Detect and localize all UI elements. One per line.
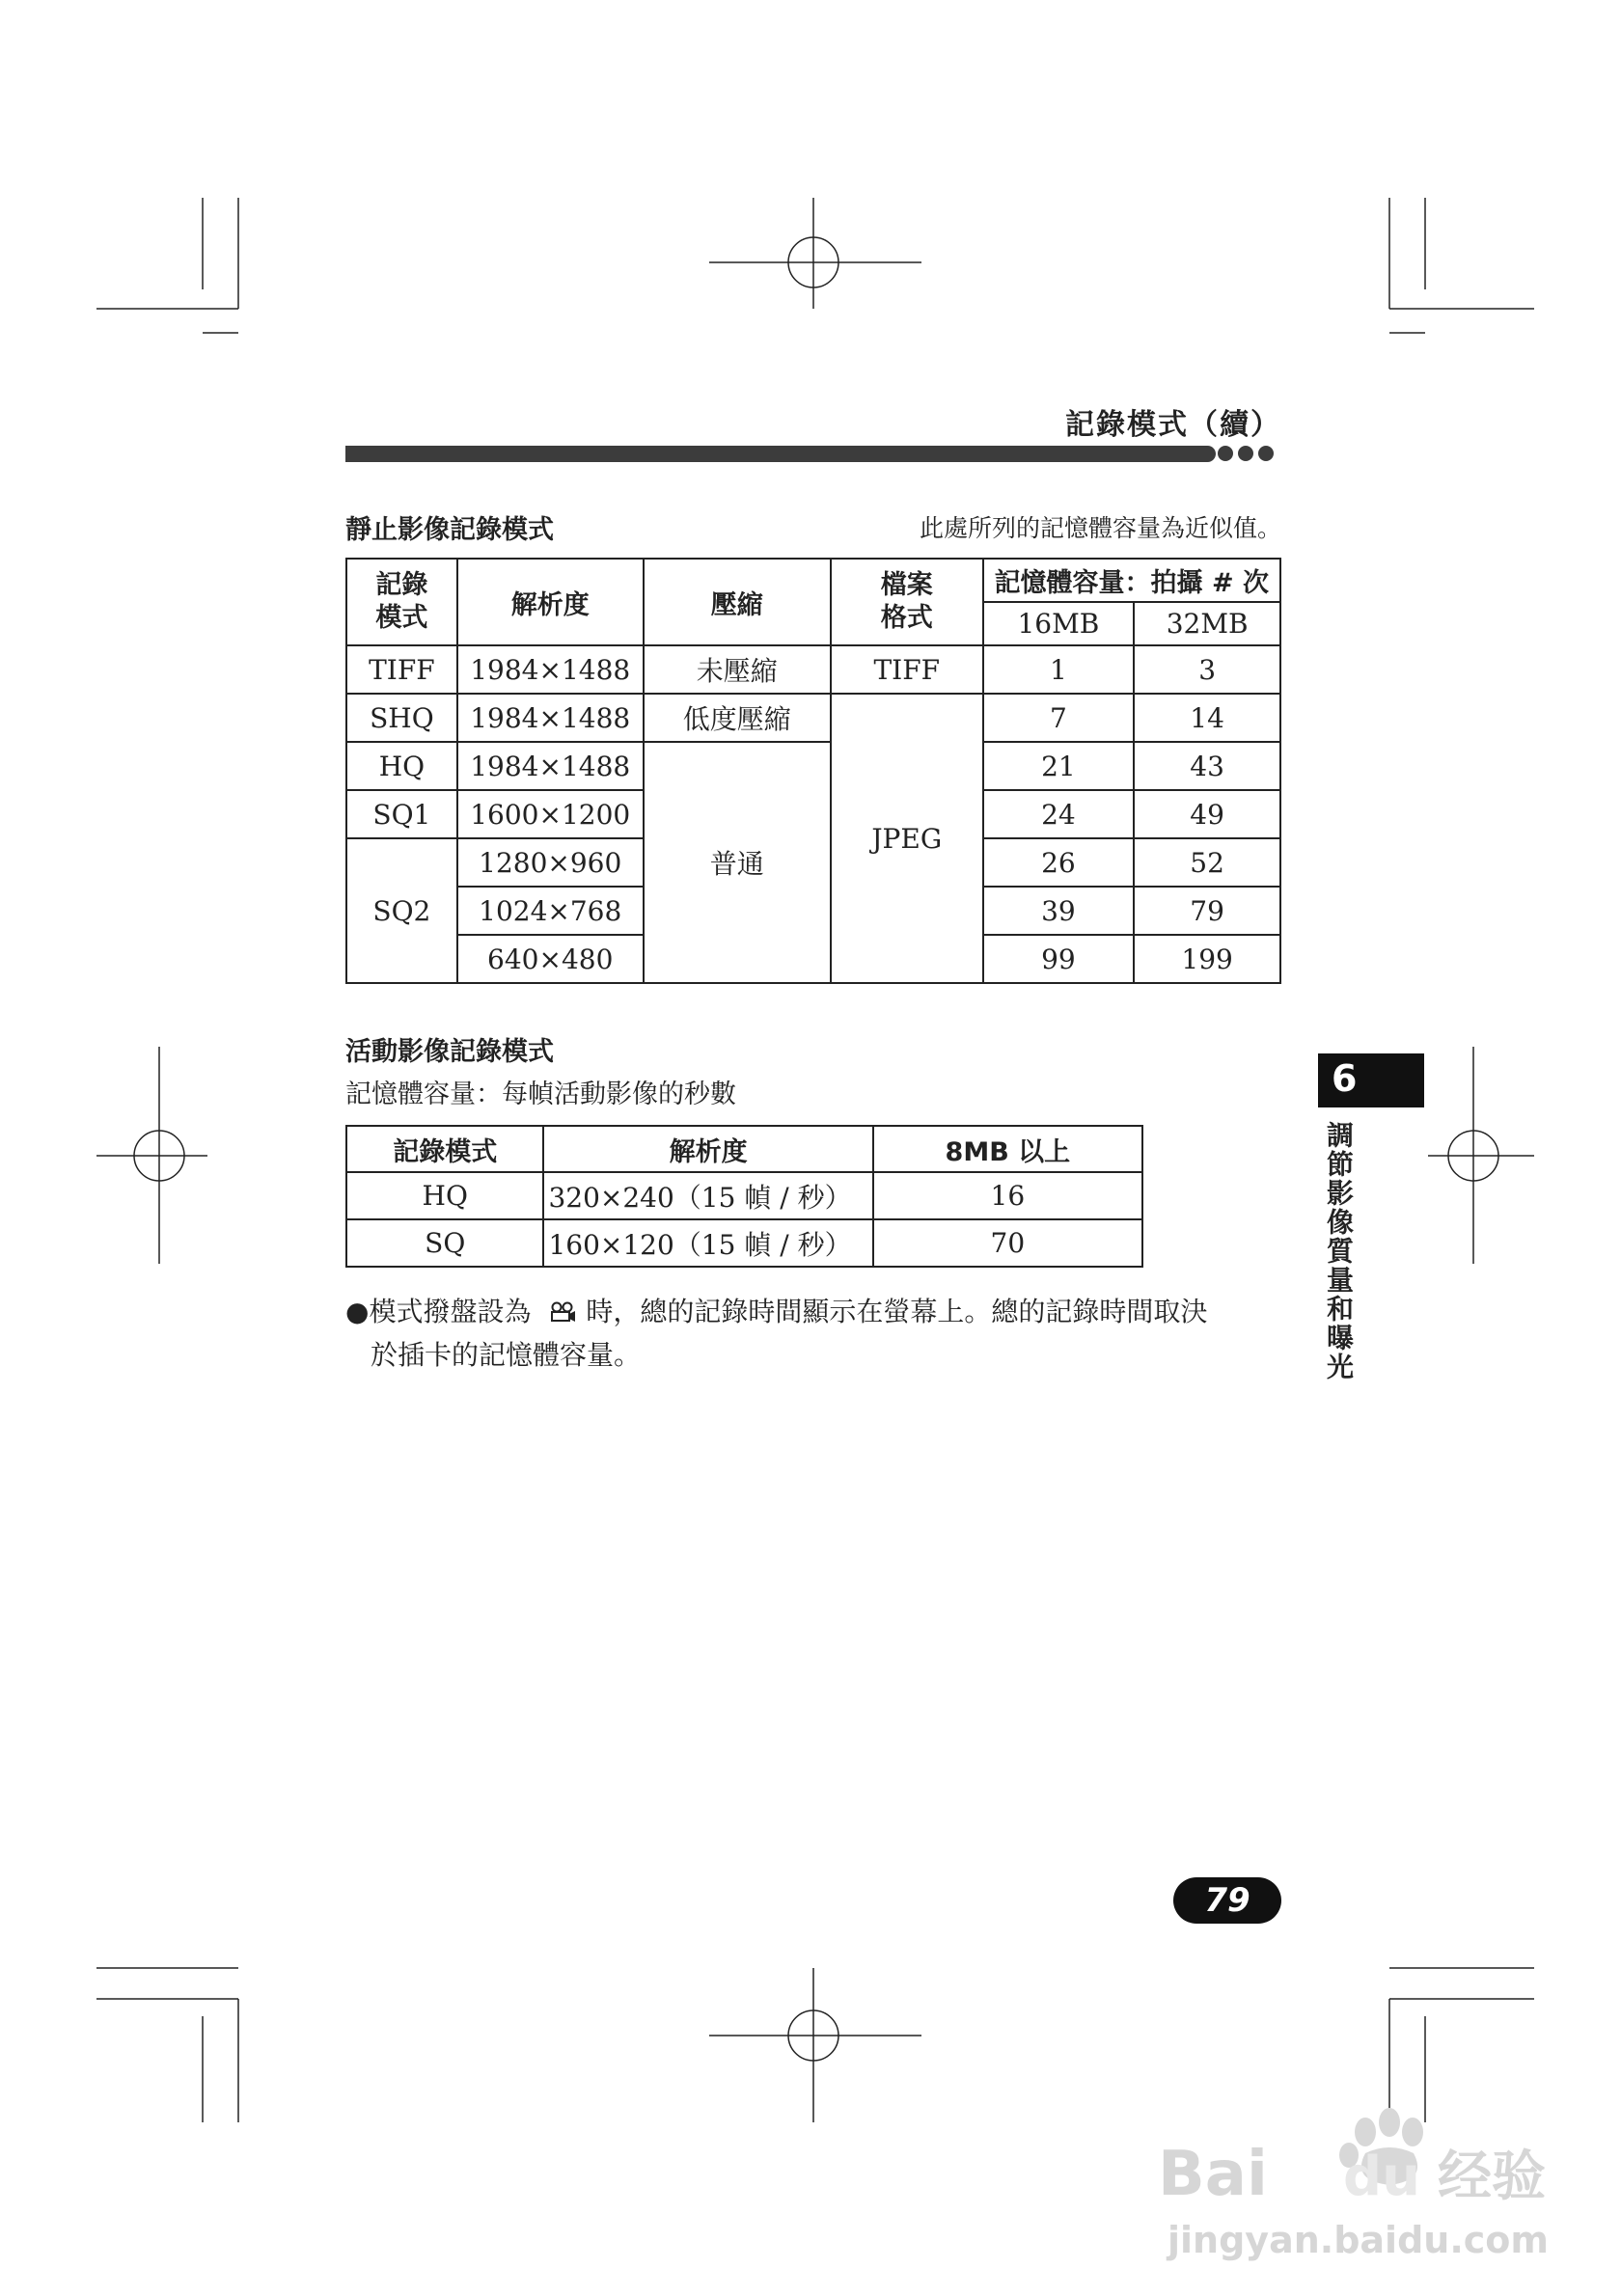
bullet-line2: 於插卡的記憶體容量。 — [371, 1339, 642, 1371]
capacity-cell: 16 — [873, 1172, 1142, 1219]
resolution-cell: 160×120（15 幀 / 秒） — [543, 1219, 872, 1267]
cap32-cell: 52 — [1134, 838, 1280, 887]
mode-cell: TIFF — [346, 645, 457, 694]
col-format: 檔案 格式 — [831, 559, 983, 645]
resolution-cell: 640×480 — [457, 935, 644, 983]
mode-cell: SQ — [346, 1219, 543, 1267]
col-16mb: 16MB — [983, 602, 1135, 645]
still-mode-table — [345, 558, 1281, 984]
col-compression: 壓縮 — [644, 559, 831, 645]
title-dot — [1218, 446, 1233, 461]
page-number: 79 — [1204, 1881, 1250, 1920]
mode-cell: SQ2 — [346, 838, 457, 983]
still-heading: 靜止影像記錄模式 — [345, 515, 554, 545]
cap32-cell: 49 — [1134, 790, 1280, 838]
cap16-cell: 24 — [983, 790, 1135, 838]
resolution-cell: 1984×1488 — [457, 645, 644, 694]
baidu-watermark — [1158, 2074, 1582, 2267]
table-row — [346, 1172, 1142, 1219]
compression-cell-normal: 普通 — [644, 742, 831, 983]
col-32mb: 32MB — [1134, 602, 1280, 645]
cap16-cell: 39 — [983, 887, 1135, 935]
cap16-cell: 99 — [983, 935, 1135, 983]
resolution-cell: 1600×1200 — [457, 790, 644, 838]
mode-cell: SQ1 — [346, 790, 457, 838]
approx-note: 此處所列的記憶體容量為近似值。 — [919, 514, 1281, 542]
bullet-icon: ● — [345, 1296, 370, 1327]
chapter-number: 6 — [1332, 1057, 1358, 1100]
resolution-cell: 1280×960 — [457, 838, 644, 887]
format-cell-jpeg: JPEG — [831, 694, 983, 983]
bullet-note — [345, 1291, 1207, 1329]
title-dot — [1258, 446, 1274, 461]
col-mode: 記錄模式 — [346, 1126, 543, 1172]
bullet-prefix: 模式撥盤設為 — [369, 1296, 532, 1327]
table-row — [346, 1219, 1142, 1267]
mode-cell: HQ — [346, 742, 457, 790]
cap32-cell: 3 — [1134, 645, 1280, 694]
movie-heading: 活動影像記錄模式 — [345, 1037, 554, 1067]
cap16-cell: 1 — [983, 645, 1135, 694]
page-title: 記錄模式（續） — [1065, 408, 1281, 442]
chapter-title: 調節影像質量和曝光 — [1323, 1121, 1355, 1381]
resolution-cell: 1984×1488 — [457, 694, 644, 742]
title-dot — [1238, 446, 1253, 461]
capacity-cell: 70 — [873, 1219, 1142, 1267]
compression-cell: 低度壓縮 — [644, 694, 831, 742]
watermark-text-bai: Bai — [1158, 2139, 1268, 2210]
movie-mode-table — [345, 1125, 1143, 1268]
table-row — [346, 645, 1280, 694]
mode-cell: SHQ — [346, 694, 457, 742]
cap16-cell: 21 — [983, 742, 1135, 790]
col-resolution: 解析度 — [543, 1126, 872, 1172]
cap32-cell: 14 — [1134, 694, 1280, 742]
cap32-cell: 43 — [1134, 742, 1280, 790]
resolution-cell: 1024×768 — [457, 887, 644, 935]
resolution-cell: 320×240（15 幀 / 秒） — [543, 1172, 872, 1219]
cap16-cell: 26 — [983, 838, 1135, 887]
movie-subtitle: 記憶體容量：每幀活動影像的秒數 — [345, 1080, 736, 1109]
movie-camera-icon — [549, 1298, 576, 1329]
col-capacity: 記憶體容量：拍攝 # 次 — [983, 559, 1280, 602]
title-rule — [345, 446, 1216, 462]
col-mode: 記錄 模式 — [346, 559, 457, 645]
format-cell: TIFF — [831, 645, 983, 694]
table-row — [346, 742, 1280, 790]
watermark-text-jingyan: 经验 — [1438, 2146, 1546, 2208]
cap32-cell: 199 — [1134, 935, 1280, 983]
mode-cell: HQ — [346, 1172, 543, 1219]
watermark-url: jingyan.baidu.com — [1168, 2219, 1549, 2261]
compression-cell: 未壓縮 — [644, 645, 831, 694]
cap16-cell: 7 — [983, 694, 1135, 742]
bullet-suffix: 時，總的記錄時間顯示在螢幕上。總的記錄時間取決 — [586, 1296, 1208, 1327]
col-capacity: 8MB 以上 — [873, 1126, 1142, 1172]
col-resolution: 解析度 — [457, 559, 644, 645]
watermark-text-du: du — [1343, 2146, 1420, 2208]
table-row — [346, 694, 1280, 742]
cap32-cell: 79 — [1134, 887, 1280, 935]
resolution-cell: 1984×1488 — [457, 742, 644, 790]
